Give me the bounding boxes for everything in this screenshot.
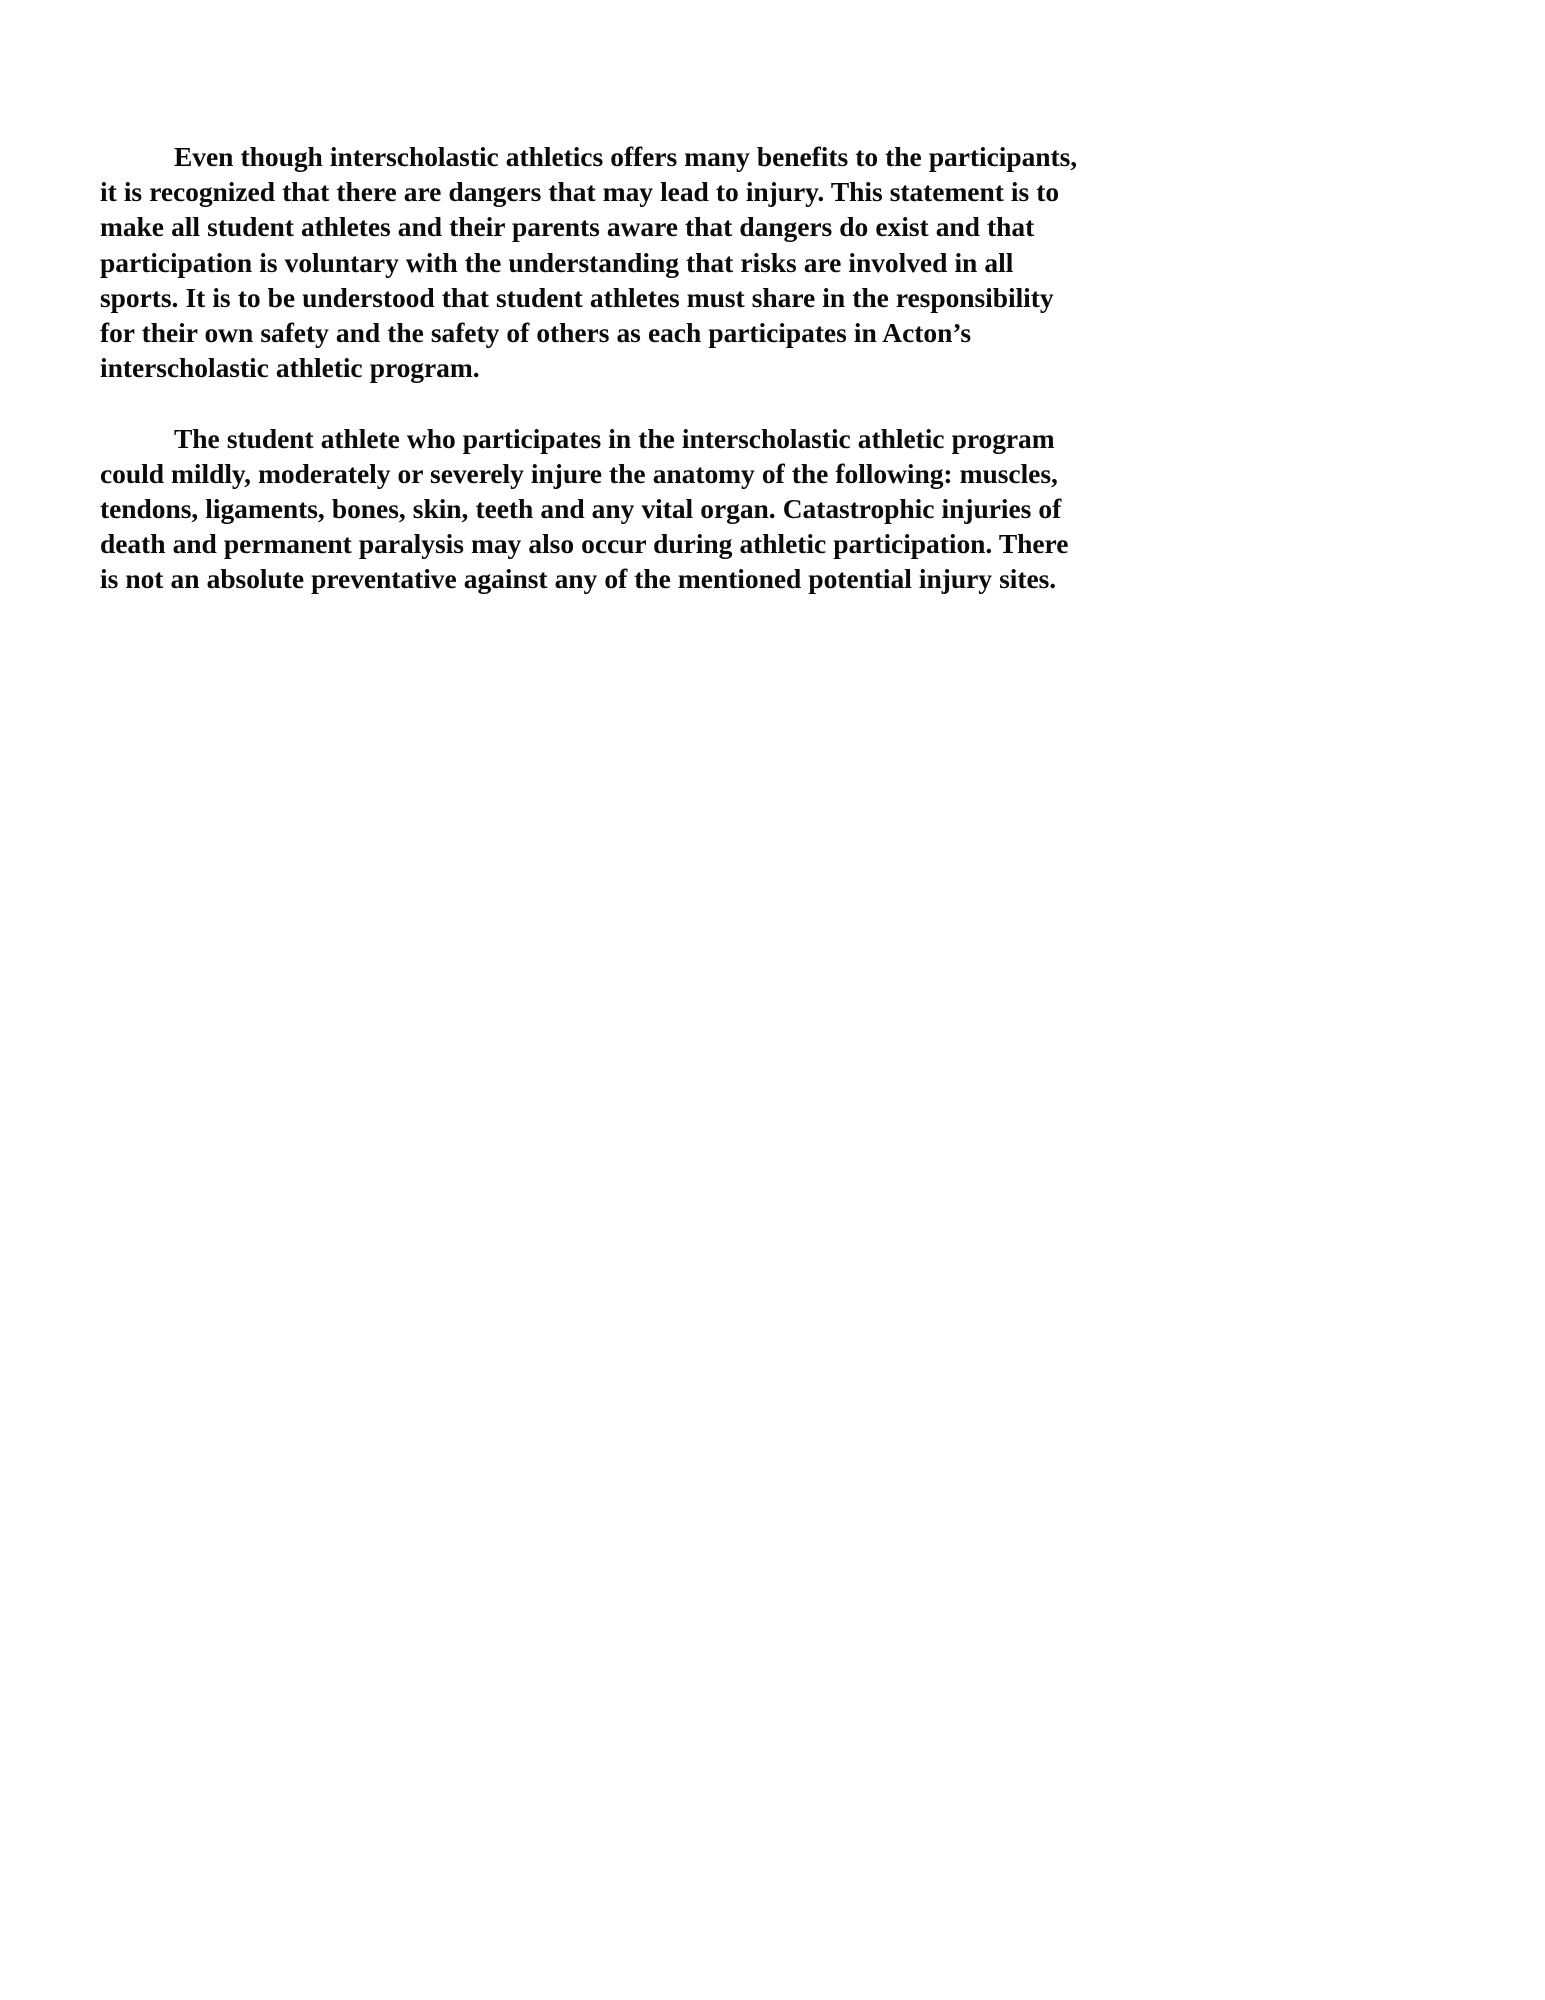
paragraph-spacer [100, 385, 1092, 420]
paragraph-risks-acknowledgement: Even though interscholastic athletics offers many benefits to the participants, it is recognized that there are dangers that may lead to injury. This statement is to make all student athletes and their parents aware that dangers do exist and that participation is voluntary with the understanding that risks are involved in all sports. It is to be understood that student athletes must share in the responsibility for their own safety and the safety of others as each participates in Acton’s interscholastic athletic program. [100, 141, 1078, 384]
paragraph-injury-types: The student athlete who participates in the interscholastic athletic program could mildly, moderately or severely injure the anatomy of the following: muscles, tendons, ligaments, bones, skin, teeth and any vital organ. Catastrophic injuries of death and permanent paralysis may also occur during athletic participation. There is not an absolute preventative against any of the mentioned potential injury sites. [100, 422, 1069, 595]
document-text-column [100, 139, 1092, 597]
